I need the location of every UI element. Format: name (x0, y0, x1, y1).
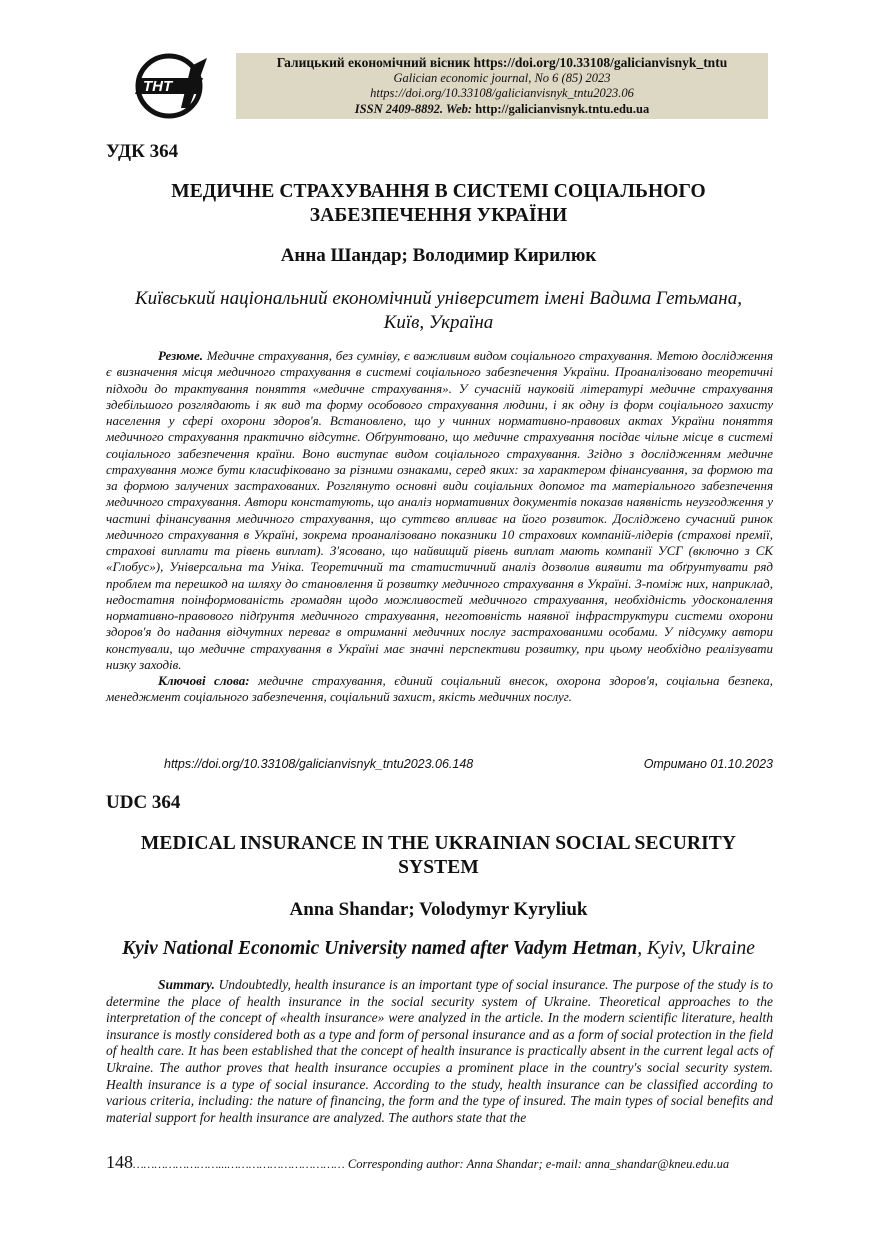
issn: ISSN 2409-8892. Web: (354, 101, 473, 116)
page-number: 148 (106, 1152, 133, 1172)
udc-en: UDC 364 (106, 792, 181, 813)
affiliation-en-university: Kyiv National Economic University named after Vadym Hetman (122, 938, 638, 959)
logo-text: THT (143, 78, 173, 95)
title-ua-line1: МЕДИЧНЕ СТРАХУВАННЯ В СИСТЕМІ СОЦІАЛЬНОГО (171, 181, 706, 202)
affiliation-en-city: , Kyiv, Ukraine (637, 938, 755, 959)
authors-en: Anna Shandar; Volodymyr Kyryliuk (289, 899, 588, 920)
title-en-line2: SYSTEM (398, 857, 479, 878)
keywords-text: медичне страхування, єдиний соціальний внесок, охорона здоров'я, соціальна безпека, менеджмент соціального забезпечення, соціальний захист, якість медичних послуг. (106, 673, 774, 705)
affiliation-ua-line1: Київський національний економічний університет імені Вадима Гетьмана, (135, 288, 742, 309)
journal-en: Galician economic journal, No 6 (85) 2023 (393, 70, 611, 85)
issn-line (236, 102, 768, 118)
tntu-logo-icon (133, 52, 209, 120)
abstract-lead: Резюме. (158, 348, 204, 363)
page-footer (106, 1152, 773, 1173)
summary-lead: Summary. (158, 977, 215, 992)
journal-banner (236, 53, 768, 119)
received-date: Отримано 01.10.2023 (643, 757, 773, 771)
keywords-lead: Ключові слова: (158, 673, 250, 688)
summary-en (106, 977, 773, 1126)
footer-leader-dots: ……………………...…………………………… (133, 1157, 345, 1171)
abstract-ua (106, 348, 773, 706)
summary-text: Undoubtedly, health insurance is an important type of social insurance. The purpose of the study is to determine the place of health insurance in the social security system of Ukraine. Theoretical approaches to the interpretation of the concept of «health insurance» were analyzed in the article. In the modern scientific literature, health insurance is mostly considered both as a type and form of personal insurance and as a form of social protection in the field of health care. It has been established that the concept of health insurance is practically absent in the current legal acts of Ukraine. The author proves that health insurance occupies a prominent place in the country's social security system. Health insurance is a type of social insurance. According to the study, health insurance can be classified according to various criteria, including: the nature of financing, the form and the type of insured. The main types of social benefits and material support for health insurance are analyzed. The authors state that the (106, 977, 774, 1125)
title-en-line1: MEDICAL INSURANCE IN THE UKRAINIAN SOCIAL SECURITY (140, 833, 737, 854)
affiliation-en (106, 937, 771, 961)
issue-doi: https://doi.org/10.33108/galicianvisnyk_tntu2023.06 (370, 86, 634, 100)
udc-ua: УДК 364 (106, 141, 179, 162)
authors-ua: Анна Шандар; Володимир Кирилюк (280, 245, 597, 266)
abstract-text: Медичне страхування, без сумніву, є важливим видом соціального страхування. Метою дослідження є визначення місця медичного страхування в системі соціального забезпечення України. Проаналізовано теоретичні підходи до трактування поняття «медичне страхування». У сучасній науковій літературі медичне страхування здебільшого розглядають і як вид та форму особового страхування людини, і як одну із форм соціального захисту населення у сфері охорони здоров'я. Встановлено, що у чинних нормативно-правових актах України поняття медичного страхування практично відсутнє. Обґрунтовано, що медичне страхування посідає чільне місце в системі соціального забезпечення країни. Воно виступає видом соціального страхування. Згідно з дослідженням медичне страхування може бути класифіковано за різними ознаками, серед яких: за характером фінансування, за формою та за формою залучених застрахованих. Розглянуто основні види соціальних допомог та матеріального забезпечення медичного страхування. Автори констатують, що аналіз нормативних документів показав наявність неузгодження у частині фінансування медичного страхування, що суттєво впливає на його розвиток. Досліджено сучасний ринок медичного страхування в Україні, зокрема проаналізовано показники 10 страхових компаній-лідерів (страхові премії, страхові виплати та рівень виплат). З'ясовано, що найвищий рівень виплат мають компанії УСГ (включно з СК «Глобус»), Універсальна та Уніка. Теоретичний та статистичний аналіз дозволив виявити та обґрунтувати ряд проблем та перешкод на шляху до становлення й розвитку медичного страхування в Україні. З-поміж них, наприклад, недостатня поінформованість громадян щодо можливостей медичного страхування, необхідність удосконалення нормативно-правового підґрунтя медичного страхування, неготовність наявної інфраструктури системи охорони здоров'я до надання відчутних переваг в отриманні медичних послуг застрахованими особами. У підсумку автори констували, що медичне страхування в Україні має значні перспективи розвитку, при цьому необхідно реалізувати низку заходів. (106, 348, 773, 672)
title-ua (106, 180, 771, 228)
title-en (106, 832, 771, 880)
title-ua-line2: ЗАБЕЗПЕЧЕННЯ УКРАЇНИ (309, 205, 568, 226)
affiliation-ua-line2: Київ, Україна (383, 312, 494, 333)
summary-paragraph (106, 977, 773, 1126)
article-doi-link[interactable]: https://doi.org/10.33108/galicianvisnyk_tntu2023.06.148 (164, 757, 474, 771)
keywords-paragraph (106, 673, 773, 706)
journal-web-link[interactable]: http://galicianvisnyk.tntu.edu.ua (475, 101, 650, 116)
journal-title: Галицький економічний вісник https://doi.org/10.33108/galicianvisnyk_tntu (276, 55, 728, 70)
corresponding-author: Corresponding author: Anna Shandar; e-mail: anna_shandar@kneu.edu.ua (347, 1157, 730, 1171)
affiliation-ua (106, 287, 771, 335)
abstract-paragraph (106, 348, 773, 673)
